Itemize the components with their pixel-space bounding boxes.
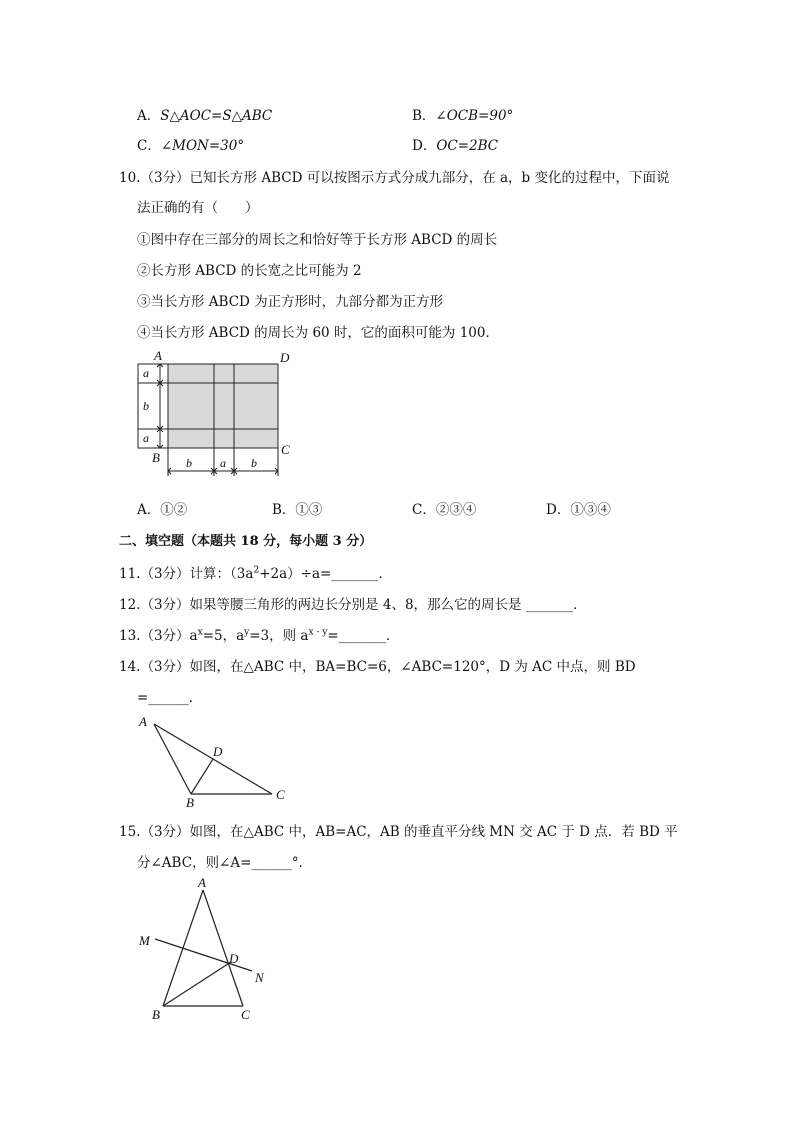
q9-option-d-text: OC=2BC <box>436 138 499 154</box>
segment-ac <box>203 890 243 1006</box>
section-title: 二、填空题（本题共 18 分，每小题 3 分） <box>119 534 373 549</box>
vertex-label-c: C <box>276 787 285 802</box>
q10-option-b[interactable]: B．①③ <box>272 502 323 518</box>
q12: 12.（3分）如果等腰三角形的两边长分别是 4、8，那么它的周长是 _______． <box>119 597 587 613</box>
side-label: a <box>143 431 149 445</box>
side-label: b <box>143 399 149 413</box>
q9-option-d[interactable]: D．OC=2BC <box>412 138 499 154</box>
q15-stem-line2: 分∠ABC，则∠A=______°． <box>137 855 313 871</box>
vertex-label-a: A <box>198 875 206 890</box>
q9-option-c-text: ∠MON=30° <box>160 138 245 154</box>
vertex-label-c: C <box>281 442 290 457</box>
q10-stem-line1: 10.（3分）已知长方形 ABCD 可以按图示方式分成九部分，在 a，b 变化的过程中，下面说 <box>119 170 670 186</box>
q15-stem-line1: 15.（3分）如图，在△ABC 中，AB=AC，AB 的垂直平分线 MN 交 AC 于 D 点．若 BD 平 <box>119 824 678 840</box>
vertex-label-a: A <box>154 348 162 363</box>
q15-triangle-figure <box>134 874 284 1024</box>
q9-option-b-text: ∠OCB=90° <box>435 108 514 124</box>
q10-option-a[interactable]: A．①② <box>137 502 188 518</box>
q10-statement-2: ②长方形 ABCD 的长宽之比可能为 2 <box>137 263 362 279</box>
vertex-label-d: D <box>280 350 290 365</box>
q9-option-b[interactable]: B．∠OCB=90° <box>412 108 514 124</box>
q13: 13.（3分）$a^x=5$，$a^y=3$，则 $a^{x - y}=\_\_\_\_\_\_\_$． <box>119 627 400 644</box>
q10-statement-1: ①图中存在三部分的周长之和恰好等于长方形 ABCD 的周长 <box>137 232 498 248</box>
point-label-m: M <box>139 933 150 948</box>
q9-option-a[interactable]: A．S△AOC=S△ABC <box>137 108 273 124</box>
q14-triangle-figure <box>134 710 294 810</box>
vertex-label-c: C <box>241 1007 250 1022</box>
q10-statement-4: ④当长方形 ABCD 的周长为 60 时，它的面积可能为 100． <box>137 325 499 341</box>
vertex-label-b: B <box>186 795 194 810</box>
shaded-region <box>168 364 278 448</box>
vertex-label-a: A <box>139 714 147 729</box>
q11: 11.（3分）计算：$(3a^2+2a)\div a=\_\_\_\_\_\_\_$． <box>119 565 393 582</box>
vertex-label-b: B <box>152 450 160 465</box>
q10-statement-3: ③当长方形 ABCD 为正方形时，九部分都为正方形 <box>137 294 444 310</box>
side-label: a <box>143 366 149 380</box>
q10-option-c[interactable]: C．②③④ <box>412 502 477 518</box>
q10-stem-line2: 法正确的有（ ） <box>137 200 259 216</box>
side-label: b <box>186 456 192 470</box>
segment-bd <box>163 962 231 1006</box>
q14-stem-line1: 14.（3分）如图，在△ABC 中，BA=BC=6，∠ABC=120°，D 为 AC 中点，则 BD <box>119 659 636 675</box>
point-label-n: N <box>255 970 264 985</box>
vertex-label-d: D <box>213 744 223 759</box>
point-label-d: D <box>229 951 239 966</box>
side-label: a <box>220 456 226 470</box>
segment-bd <box>191 759 213 794</box>
side-label: b <box>251 456 257 470</box>
q9-option-a-text: S△AOC=S△ABC <box>160 108 273 124</box>
q9-option-c[interactable]: C．∠MON=30° <box>137 138 245 154</box>
vertex-label-b: B <box>152 1007 160 1022</box>
q10-rectangle-figure <box>130 346 300 481</box>
q10-option-d[interactable]: D．①③④ <box>546 502 611 518</box>
q14-stem-line2: =______． <box>137 690 203 706</box>
